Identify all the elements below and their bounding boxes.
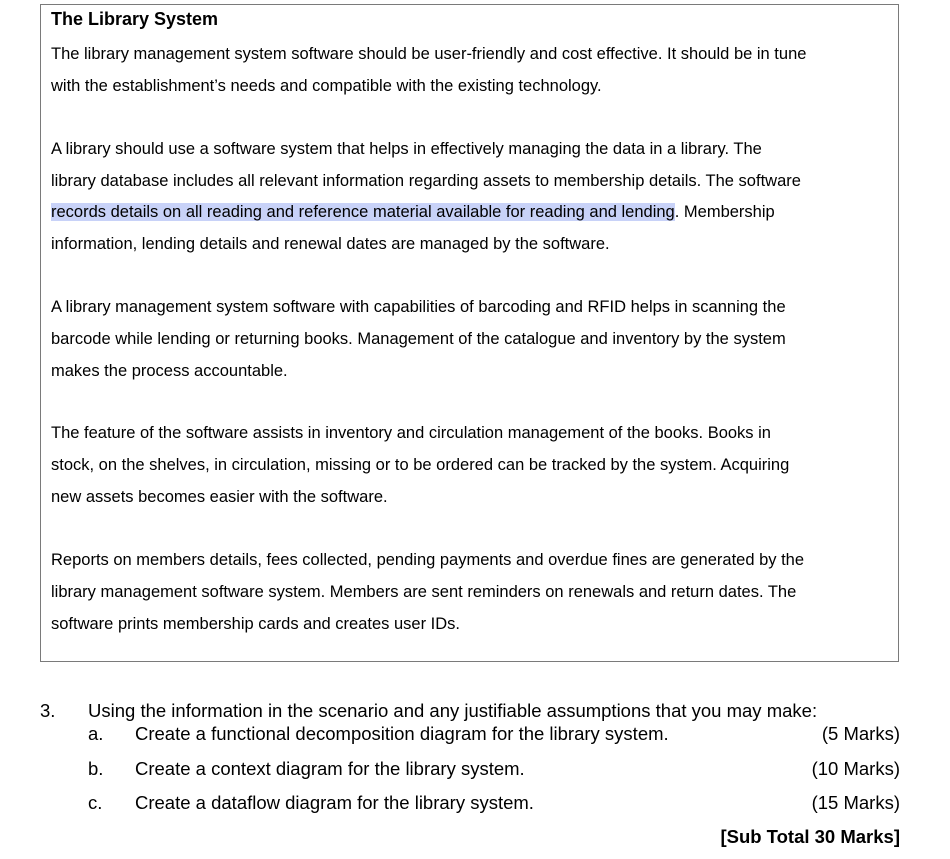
scenario-text-line[interactable]: The feature of the software assists in inventory and circulation management of the books. Books in	[51, 424, 771, 442]
scenario-text-line[interactable]: makes the process accountable.	[51, 362, 288, 380]
scenario-text-line[interactable]: with the establishment’s needs and compatible with the existing technology.	[51, 77, 602, 95]
scenario-title: The Library System	[51, 9, 219, 29]
question-item-text[interactable]: Create a dataflow diagram for the library system.	[135, 792, 534, 813]
question-number: 3.	[40, 700, 56, 721]
scenario-text-line[interactable]: barcode while lending or returning books. Management of the catalogue and inventory by the system	[51, 330, 786, 348]
scenario-text-line[interactable]: The library management system software should be user-friendly and cost effective. It should be in tune	[51, 45, 807, 63]
scenario-text-line[interactable]: Reports on members details, fees collected, pending payments and overdue fines are generated by the	[51, 551, 805, 569]
subtotal-marks: [Sub Total 30 Marks]	[720, 826, 900, 847]
scenario-text-line[interactable]: library database includes all relevant information regarding assets to membership details. The software	[51, 172, 801, 190]
scenario-text-line[interactable]: stock, on the shelves, in circulation, missing or to be ordered can be tracked by the system. Acquiring	[51, 456, 790, 474]
scenario-text-line-highlighted[interactable]	[51, 202, 775, 222]
marks-label: (15 Marks)	[811, 792, 900, 813]
question-item-letter: a.	[88, 723, 104, 744]
scenario-text-line[interactable]: information, lending details and renewal dates are managed by the software.	[51, 235, 610, 253]
scenario-text-line[interactable]: software prints membership cards and creates user IDs.	[51, 615, 460, 633]
question-item-letter: b.	[88, 758, 104, 779]
scenario-box	[40, 4, 899, 662]
marks-label: (5 Marks)	[821, 723, 900, 744]
scenario-text-line[interactable]: A library management system software with capabilities of barcoding and RFID helps in scanning the	[51, 298, 786, 316]
question-item-text[interactable]: Create a functional decomposition diagram for the library system.	[135, 723, 669, 744]
question-item-letter: c.	[88, 792, 103, 813]
scenario-text-line[interactable]: A library should use a software system that helps in effectively managing the data in a library. The	[51, 140, 762, 158]
scenario-text-line[interactable]: new assets becomes easier with the software.	[51, 488, 388, 506]
scenario-text-fragment[interactable]: . Membership	[674, 203, 775, 221]
text-selection-highlight[interactable]: records details on all reading and reference material available for reading and lending	[51, 203, 675, 221]
question-item-text[interactable]: Create a context diagram for the library system.	[135, 758, 525, 779]
question-prompt[interactable]: Using the information in the scenario and any justifiable assumptions that you may make:	[88, 700, 818, 721]
scenario-text-line[interactable]: library management software system. Members are sent reminders on renewals and return dates. The	[51, 583, 797, 601]
marks-label: (10 Marks)	[811, 758, 900, 779]
